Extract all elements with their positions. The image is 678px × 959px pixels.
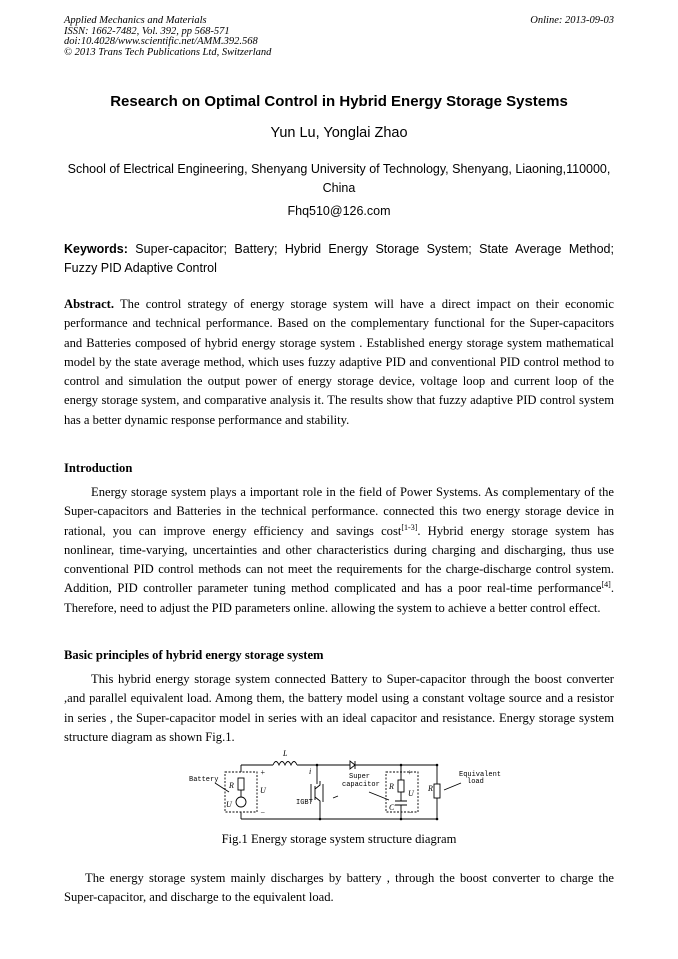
abstract-label: Abstract. xyxy=(64,297,115,311)
basic-text: This hybrid energy storage system connected Battery to Super-capacitor through the boost converter ,and parallel equivalent load. Among them, the battery model using a constant voltage source and a resistor in series , the Super-capacitor model in series with an ideal capacitor and resistance. Energy storage system structure diagram as shown Fig.1. xyxy=(64,672,614,744)
minus-2: − xyxy=(407,808,413,817)
basic-paragraph xyxy=(64,670,614,747)
keywords-label: Keywords: xyxy=(64,242,128,256)
affiliation-line2: China xyxy=(322,181,356,195)
supercap-label-2: capacitor xyxy=(342,781,380,789)
battery-source xyxy=(236,797,246,807)
battery-wires xyxy=(241,765,339,819)
keywords xyxy=(64,240,614,278)
final-text: The energy storage system mainly discharges by battery , through the boost converter to charge the Super-capacitor, and discharge to the equivalent load. xyxy=(64,871,614,905)
intro-text-3: . Therefore, need to adjust the PID parameters online. allowing the system to achieve a better control effect. xyxy=(64,581,614,615)
igbt-switch xyxy=(311,765,320,819)
online-date: Online: 2013-09-03 xyxy=(530,15,614,26)
intro-paragraph xyxy=(64,483,614,618)
battery-resistor xyxy=(238,778,244,790)
figure-caption: Fig.1 Energy storage system structure diagram xyxy=(221,832,457,846)
journal-header xyxy=(64,16,271,58)
plus-2: + xyxy=(407,768,413,777)
intro-text-1: Energy storage system plays a important role in the field of Power Systems. As complementary of the Super-capacitors and Batteries in the technical performance. connected this two energy storage device in rational, you can improve energy efficiency and savings cost xyxy=(64,485,614,538)
r-label: R xyxy=(428,784,433,793)
u2-label: U xyxy=(408,789,414,798)
diode xyxy=(350,761,355,769)
keywords-text: Super-capacitor; Battery; Hybrid Energy Storage System; State Average Method; Fuzzy PID Adaptive Control xyxy=(64,242,614,275)
intro-text-2: . Hybrid energy storage system has nonlinear, time-varying, uncertainties and other characteristics during charging and discharging, thus use conventional PID control methods can not meet the requirements for the charge-discharge control system. Addition, PID controller parameter tuning method complicated and has a poor real-time performance xyxy=(64,523,614,596)
citation-2: [4] xyxy=(601,580,611,590)
doi: doi:10.4028/www.scientific.net/AMM.392.568 xyxy=(64,36,258,47)
paper-title: Research on Optimal Control in Hybrid Energy Storage Systems xyxy=(110,93,568,110)
battery-label: Battery xyxy=(189,776,219,784)
abstract-text: The control strategy of energy storage system will have a direct impact on their economic performance and technical performance. Based on the complementary functional for the Super-capacitors and Batteries composed of hybrid energy storage system . Established energy storage system mathematical model by the state average method, which uses fuzzy adaptive PID and conventional PID control method to control and simulation the output power of energy storage device, voltage loop and current loop of the energy storage system, and comparative analysis it. The results show that fuzzy adaptive PID control system has a better dynamic response performance and stability. xyxy=(64,297,614,427)
inductor-label: L xyxy=(283,749,288,758)
citation-1: [1-3] xyxy=(401,522,418,532)
minus-1: − xyxy=(260,808,266,817)
load-label: load xyxy=(467,778,484,786)
supercap-capacitor xyxy=(395,801,407,805)
final-paragraph xyxy=(64,869,614,908)
rc-label: R xyxy=(389,782,394,791)
u1-label: U xyxy=(260,786,266,795)
equivalent-label: Equivalent xyxy=(459,771,502,779)
intro-heading: Introduction xyxy=(64,461,133,475)
abstract xyxy=(64,295,614,430)
load-arrow xyxy=(444,783,461,790)
affiliation xyxy=(64,160,614,198)
battery-arrow xyxy=(215,783,229,792)
issn: ISSN: 1662-7482, Vol. 392, pp 568-571 xyxy=(64,25,230,37)
igbt-label: IGBT xyxy=(296,799,313,807)
email: Fhq510@126.com xyxy=(287,204,391,218)
rb-label: R xyxy=(229,781,234,790)
affiliation-line1: School of Electrical Engineering, Shenyang University of Technology, Shenyang, Liaoning,110000, xyxy=(67,162,611,176)
ub-label: U xyxy=(226,800,232,809)
supercap-resistor xyxy=(398,780,404,792)
c-label: C xyxy=(389,803,395,812)
authors: Yun Lu, Yonglai Zhao xyxy=(270,125,408,141)
load-resistor xyxy=(434,784,440,798)
basic-heading: Basic principles of hybrid energy storage system xyxy=(64,648,324,662)
plus-1: + xyxy=(260,768,266,777)
current-label: i xyxy=(309,767,312,776)
supercap-label: Super xyxy=(349,773,371,781)
circuit-diagram xyxy=(187,748,502,826)
journal-name: Applied Mechanics and Materials xyxy=(64,15,207,26)
inductor xyxy=(273,762,297,766)
copyright: © 2013 Trans Tech Publications Ltd, Switzerland xyxy=(64,46,272,58)
